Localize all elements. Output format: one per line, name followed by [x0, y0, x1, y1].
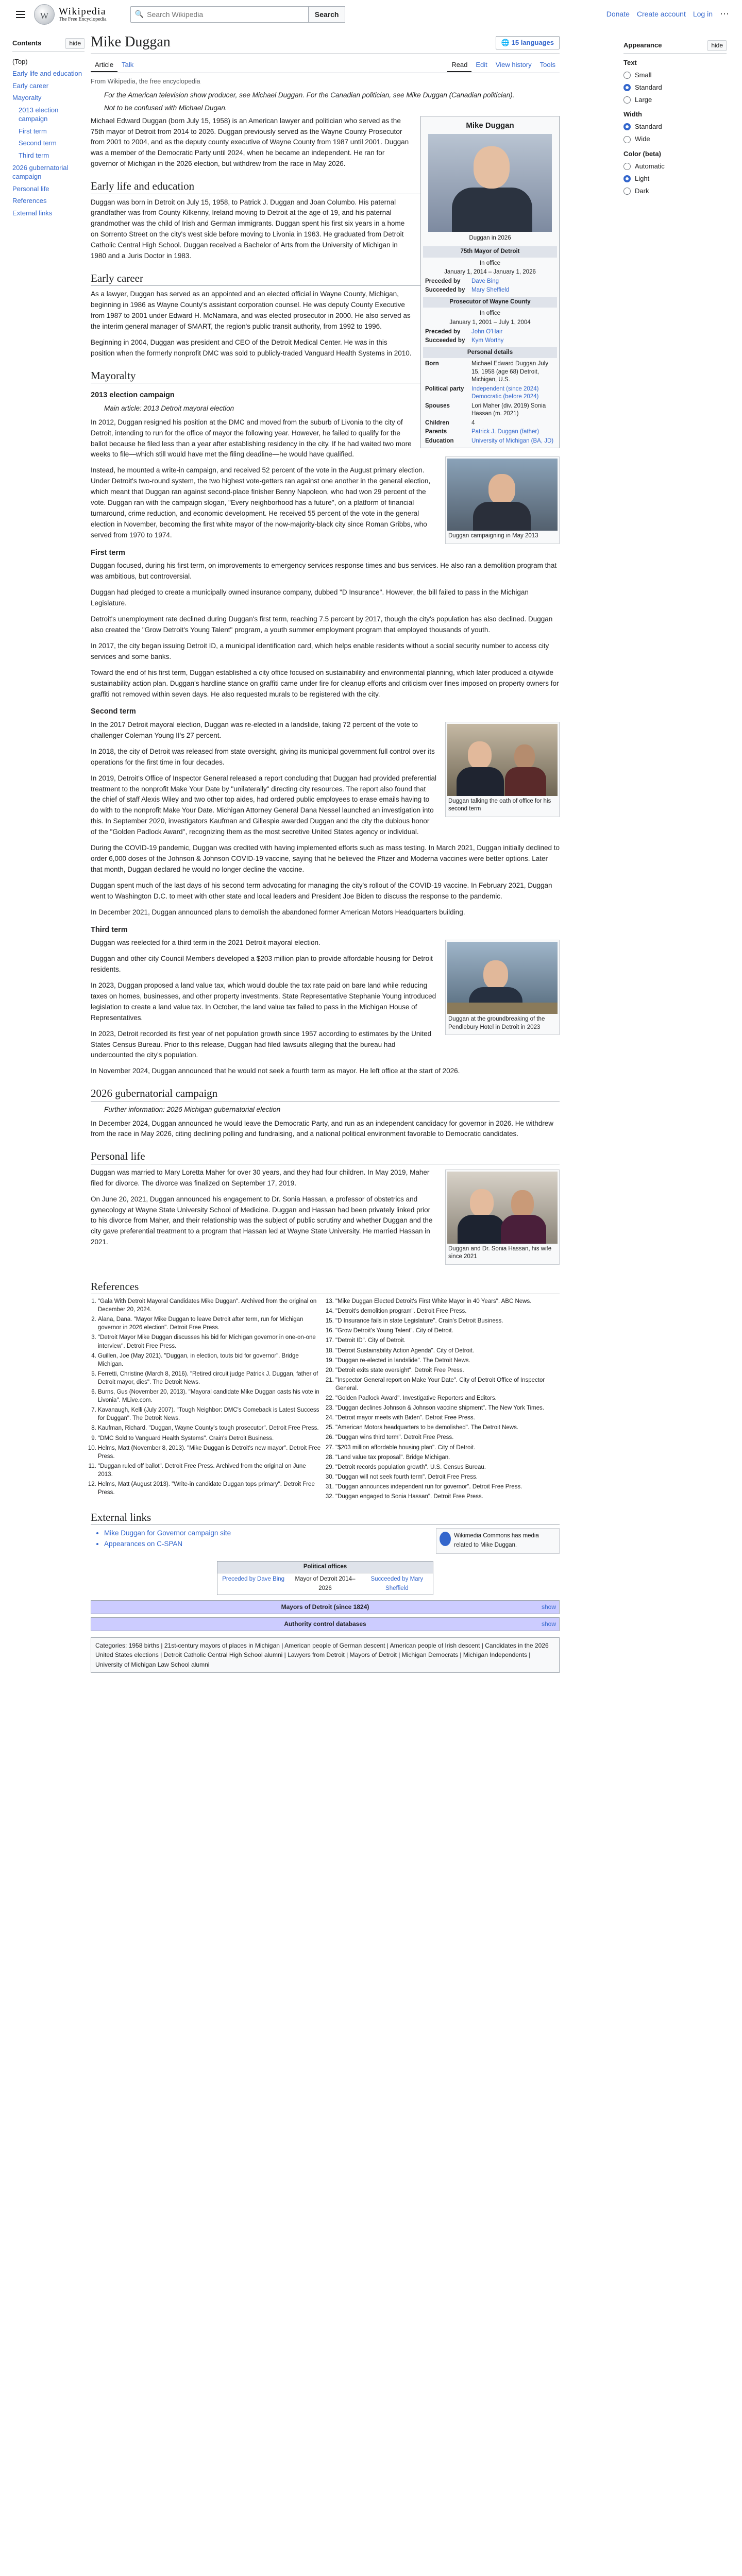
thumbnail-caption: Duggan and Dr. Sonia Hassan, his wife since 2021 [448, 1245, 552, 1260]
succession-box [217, 1561, 433, 1595]
commons-text: Wikimedia Commons has media related to Mike Duggan. [454, 1533, 539, 1549]
reference-item[interactable]: 8. Kaufman, Richard. "Duggan, Wayne County's tough prosecutor". Detroit Free Press. [98, 1424, 322, 1432]
page-title: Mike Duggan [91, 34, 171, 50]
navbox-title-text: Authority control databases [284, 1620, 366, 1628]
radio-button[interactable] [623, 163, 631, 170]
reference-item[interactable]: 20. "Detroit exits state oversight". Detroit Free Press. [335, 1366, 560, 1375]
radio-button[interactable] [623, 123, 631, 130]
thumbnail-caption: Duggan campaigning in May 2013 [448, 533, 538, 539]
paragraph: Duggan was reelected for a third term in the 2021 Detroit mayoral election. [91, 939, 321, 947]
toc-item[interactable]: Personal life [12, 184, 49, 193]
reference-item[interactable]: 31. "Duggan announces independent run for governor". Detroit Free Press. [335, 1483, 560, 1491]
further-information-note: Further information: 2026 Michigan gubernatorial election [104, 1105, 281, 1113]
intro-paragraph: Michael Edward Duggan (born July 15, 1958) is an American lawyer and politician who served as the 75th mayor of Detroit from 2014 to 2026. Duggan previously served as the Wayne County Prosecutor from 2001 to 2004, and as the deputy county executive of Wayne County from 1987 until 2001. Duggan was a member of the Democratic Party until 2024, when he became an independent. He ran for governor of Michigan in the 2026 election, but withdrew from the race in May 2026. [91, 116, 409, 168]
radio-button[interactable] [623, 175, 631, 182]
commons-box[interactable] [436, 1528, 560, 1554]
tab-talk[interactable]: Talk [122, 61, 134, 69]
paragraph: During the COVID-19 pandemic, Duggan was credited with having implemented efforts such as mass testing. In March 2021, Duggan initially declined to order 6,000 doses of the Johnson & Johnson COVID-19 vaccine, saying that he believed the Pfizer and Moderna vaccines were better options. Later that month, Duggan declared he would no longer decline the vaccine. [91, 844, 560, 873]
second-term-thumbnail[interactable] [445, 722, 560, 817]
external-link[interactable]: • Appearances on C-SPAN [104, 1539, 560, 1550]
paragraph: In 2018, the city of Detroit was released from state oversight, giving its municipal government full control over its operations for the first time in four decades. [91, 747, 435, 766]
paragraph: In November 2024, Duggan announced that he would not seek a fourth term as mayor. He left office at the start of 2026. [91, 1067, 460, 1075]
color-option[interactable] [623, 174, 727, 184]
paragraph: As a lawyer, Duggan has served as an appointed and an elected official in Wayne County, Michigan, beginning in 1986 as Wayne County's assistant corporation counsel. He was deputy County Executive from 1987 to 2001 under Edward H. McNamara, and was elected prosecutor in 2000. He also served as the interim general manager of SMART, the region's public transit authority, from 1992 to 1996. [91, 290, 411, 331]
subsection-heading: 2013 election campaign [91, 391, 175, 400]
paragraph: In 2012, Duggan resigned his position at the DMC and moved from the suburb of Livonia to the city of Detroit, intending to run for the office of mayor the following year. However, he failed to qualify for the ballot because he filed less than a year after establishing residency in the city. If he had waited two more weeks to file—which still would have met the filing deadline—he would have qualified. [91, 418, 412, 459]
tab-tools[interactable]: Tools [539, 61, 555, 69]
reference-item[interactable]: 27. "$203 million affordable housing plan". City of Detroit. [335, 1444, 560, 1452]
radio-label: Small [635, 71, 652, 79]
infobox-label: Political party [425, 385, 464, 392]
reference-item[interactable]: 12. Helms, Matt (August 2013). "Write-in candidate Duggan tops primary". Detroit Free Press. [98, 1480, 322, 1497]
section-heading: Mayoralty [91, 368, 560, 383]
radio-label: Large [635, 96, 652, 104]
infobox-personal-details: Personal details [423, 347, 557, 359]
infobox-term: January 1, 2001 – July 1, 2004 [449, 319, 531, 326]
width-label: Width [623, 110, 642, 118]
reference-item[interactable]: 16. "Grow Detroit's Young Talent". City of Detroit. [335, 1327, 560, 1335]
paragraph: In 2017, the city began issuing Detroit ID, a municipal identification card, which helps enable residents without a social security number to access city services and some banks. [91, 641, 549, 660]
reference-item[interactable]: 4. Guillen, Joe (May 2021). "Duggan, in election, touts bid for governor". Bridge Michigan. [98, 1352, 322, 1368]
portrait-caption: Duggan in 2026 [469, 234, 511, 241]
infobox-label: Preceded by [425, 278, 461, 284]
radio-label: Standard [635, 123, 662, 131]
radio-button[interactable] [623, 72, 631, 79]
succession-preceded[interactable]: Preceded by Dave Bing [217, 1573, 289, 1595]
infobox-label: Preceded by [425, 328, 461, 335]
paragraph: Duggan and other city Council Members developed a $203 million plan to provide affordable housing for Detroit residents. [91, 955, 433, 973]
reference-item[interactable]: 5. Ferretti, Christine (March 8, 2016). "Retired circuit judge Patrick J. Duggan, father of Detroit mayor, dies". The Detroit News. [98, 1370, 322, 1386]
reference-item[interactable]: 23. "Duggan declines Johnson & Johnson vaccine shipment". The New York Times. [335, 1404, 560, 1412]
infobox-spouses: Lori Maher (div. 2019) Sonia Hassan (m. 2021) [471, 402, 546, 417]
infobox [420, 116, 560, 449]
more-options-icon[interactable]: ⋯ [720, 9, 730, 20]
succession-office: Mayor of Detroit 2014–2026 [289, 1573, 361, 1595]
color-option[interactable] [623, 186, 727, 196]
radio-button[interactable] [623, 188, 631, 195]
color-label: Color (beta) [623, 149, 661, 158]
table-of-contents [12, 38, 85, 219]
tab-edit[interactable]: Edit [476, 61, 487, 69]
radio-label: Wide [635, 135, 650, 143]
toc-title: Contents [12, 39, 42, 47]
toc-item[interactable]: First term [19, 127, 47, 135]
create-account-link[interactable]: Create account [636, 10, 686, 19]
logo-wordmark: Wikipedia [59, 6, 106, 17]
reference-item[interactable]: 30. "Duggan will not seek fourth term". Detroit Free Press. [335, 1473, 560, 1481]
toc-item[interactable]: Mayoralty [12, 94, 42, 102]
thumbnail-caption: Duggan talking the oath of office for his second term [448, 798, 551, 812]
text-size-option[interactable] [623, 70, 727, 80]
reference-item[interactable]: 25. "American Motors headquarters to be demolished". The Detroit News. [335, 1423, 560, 1432]
tab-view-history[interactable]: View history [495, 61, 532, 69]
subsection-heading: Second term [91, 707, 136, 716]
reference-item[interactable]: 7. Kavanaugh, Kelli (July 2007). "Tough Neighbor: DMC's Comeback is Latest Success for Duggan". The Detroit News. [98, 1406, 322, 1422]
page-tabs [91, 57, 560, 73]
paragraph: On June 20, 2021, Duggan announced his engagement to Dr. Sonia Hassan, a professor of obstetrics and gynecology at Wayne State University School of Medicine. Duggan and Hassan had been privately linked prior to his divorce from Maher, and their relationship was the subject of public scrutiny and whether Duggan and the city gave preferential treatment to a program that Hassan led at Wayne State University. He married Hassan in 2021. [91, 1195, 433, 1246]
appearance-hide-button[interactable]: hide [707, 40, 727, 51]
radio-button[interactable] [623, 96, 631, 104]
tagline: From Wikipedia, the free encyclopedia [91, 78, 200, 86]
navbox [91, 1617, 560, 1631]
infobox-parents[interactable]: Patrick J. Duggan (father) [471, 429, 539, 435]
infobox-predecessor[interactable]: Dave Bing [471, 278, 499, 284]
paragraph: Duggan had pledged to create a municipally owned insurance company, dubbed "D Insurance". However, the bill failed to pass in the Michigan Legislature. [91, 588, 529, 607]
reference-item[interactable]: 29. "Detroit records population growth". U.S. Census Bureau. [335, 1463, 560, 1471]
infobox-label: Parents [425, 429, 447, 435]
toc-item[interactable]: Early career [12, 81, 49, 90]
toc-item[interactable]: External links [12, 209, 53, 217]
subsection-heading: First term [91, 548, 125, 557]
text-size-option[interactable] [623, 95, 727, 105]
toc-item[interactable]: References [12, 197, 47, 205]
paragraph: Duggan was married to Mary Loretta Maher for over 30 years, and they had four children. In May 2019, Maher filed for divorce. The divorce was finalized on September 17, 2019. [91, 1168, 430, 1187]
toc-item[interactable]: Early life and education [12, 70, 82, 78]
reference-list [91, 1297, 560, 1501]
paragraph: Duggan was born in Detroit on July 15, 1958, to Patrick J. Duggan and Joan Columbo. His paternal grandfather was from County Kilkenny, Ireland moving to Detroit at the age of 19, and his paternal grandmother was the child of Irish and German immigrants. Duggan spent his first six years in a home on Sorrento Street on the city's west side before moving to Livonia in 1963. He graduated from Detroit Catholic Central High School. Duggan received a Bachelor of Arts from the University of Michigan in 1980 and a Juris Doctor in 1983. [91, 198, 405, 260]
radio-button[interactable] [623, 136, 631, 143]
paragraph: Beginning in 2004, Duggan was president and CEO of the Detroit Medical Center. He was in this position when the formerly nonprofit DMC was sold to publicly-traded Vanguard Health Systems in 2010. [91, 338, 412, 358]
section-heading: Personal life [91, 1149, 560, 1164]
radio-label: Automatic [635, 162, 665, 170]
reference-item[interactable]: 1. "Gala With Detroit Mayoral Candidates Mike Duggan". Archived from the original on December 20, 2024. [98, 1297, 322, 1314]
search-button[interactable]: Search [309, 6, 346, 23]
reference-item[interactable]: 14. "Detroit's demolition program". Detroit Free Press. [335, 1307, 560, 1315]
reference-item[interactable]: 6. Burns, Gus (November 20, 2013). "Mayoral candidate Mike Duggan casts his vote in Livonia". MLive.com. [98, 1388, 322, 1404]
infobox-office: 75th Mayor of Detroit [423, 246, 557, 258]
reference-item[interactable]: 2. Alana, Dana. "Mayor Mike Duggan to leave Detroit after term, run for Michigan governor in 2026 election". Detroit Free Press. [98, 1315, 322, 1332]
reference-item[interactable]: 17. "Detroit ID". City of Detroit. [335, 1336, 560, 1345]
toc-item[interactable]: Third term [19, 151, 49, 159]
personal-thumbnail[interactable] [445, 1170, 560, 1265]
infobox-name: Mike Duggan [466, 121, 514, 130]
hatnote: For the American television show producer, see Michael Duggan. For the Canadian politician, see Mike Duggan (Canadian politician). [104, 91, 515, 99]
width-option[interactable] [623, 122, 727, 132]
reference-item[interactable]: 24. "Detroit mayor meets with Biden". Detroit Free Press. [335, 1414, 560, 1422]
infobox-children: 4 [471, 419, 475, 426]
infobox-successor[interactable]: Kym Worthy [471, 337, 504, 344]
reference-item[interactable]: 19. "Duggan re-elected in landslide". The Detroit News. [335, 1357, 560, 1365]
reference-item[interactable]: 9. "DMC Sold to Vanguard Health Systems". Crain's Detroit Business. [98, 1434, 322, 1443]
infobox-education[interactable]: University of Michigan (BA, JD) [471, 437, 554, 444]
paragraph: In 2023, Detroit recorded its first year of net population growth since 1957 according to estimates by the United States Census Bureau. Prior to this release, Duggan had filed lawsuits alleging that the bureau had undercounted the city's population. [91, 1029, 432, 1059]
navbox [91, 1600, 560, 1614]
infobox-in-office-label: In office [479, 260, 501, 266]
paragraph: Toward the end of his first term, Duggan established a city office focused on sustainability and environmental planning, which later produced a citywide sustainability action plan. Duggan's hardline stance on graffiti came under fire for cleanup efforts and criticism over fines imposed on property owners for graffiti not removed within seven days. He also requested murals to be registered with the city. [91, 668, 559, 698]
external-link[interactable]: • Mike Duggan for Governor campaign site [104, 1528, 560, 1539]
radio-button[interactable] [623, 84, 631, 91]
search-field[interactable] [130, 6, 309, 23]
tab-read[interactable]: Read [447, 57, 471, 72]
reference-item[interactable]: 11. "Duggan ruled off ballot". Detroit Free Press. Archived from the original on June 2013. [98, 1462, 322, 1479]
reference-item[interactable]: 10. Helms, Matt (November 8, 2013). "Mike Duggan is Detroit's new mayor". Detroit Free Press. [98, 1444, 322, 1461]
search-icon: 🔍 [134, 10, 144, 19]
main-menu-button[interactable] [12, 6, 29, 23]
paragraph: Detroit's unemployment rate declined during Duggan's first term, reaching 7.5 percent by 2017, though the city's population has also declined. Duggan also created the "Grow Detroit's Young Talent" program, a youth summer employment program that employed thousands of youth. [91, 615, 553, 634]
paragraph: In 2019, Detroit's Office of Inspector General released a report concluding that Duggan had provided preferential treatment to the nonprofit Make Your Date by "unilaterally" directing city resources. The report also found that the chief of staff Alexis Wiley and two other top aides, had ordered public employees to erase emails having to do with to the nonprofit Make Your Date. Michigan Attorney General Dana Nessel launched an investigation into this. In September 2020, investigators Kaufman and Gillespie awarded Duggan and the city the dubious honor of the "Golden Padlock Award", recognizing them as the most secretive United States agency or individual. [91, 774, 436, 836]
reference-item[interactable]: 13. "Mike Duggan Elected Detroit's First White Mayor in 40 Years". ABC News. [335, 1297, 560, 1306]
portrait-image[interactable] [428, 134, 552, 232]
infobox-label: Born [425, 361, 439, 367]
reference-item[interactable]: 28. "Land value tax proposal". Bridge Michigan. [335, 1453, 560, 1462]
toc-hide-button[interactable]: hide [65, 38, 85, 49]
globe-icon [34, 4, 55, 25]
reference-item[interactable]: 15. "D Insurance fails in state Legislature". Crain's Detroit Business. [335, 1317, 560, 1325]
paragraph: Instead, he mounted a write-in campaign, and received 52 percent of the vote in the August primary election. Under Detroit's two-round system, the two highest vote-getters ran against one another in the general election, which meant that Duggan ran against second-place finisher Benny Napoleon, who had won 29 percent of the vote. Duggan ran with the campaign slogan, "Every neighborhood has a future", on a platform of financial turnaround, crime reduction, and economic development. He received 55 percent of the vote in the general election in November, becoming the first white mayor of the now-majority-black city since Roman Gribbs, who served from 1970 to 1974. [91, 466, 431, 539]
search-input[interactable] [147, 10, 304, 19]
appearance-panel [623, 38, 727, 198]
infobox-predecessor[interactable]: John O'Hair [471, 328, 503, 335]
section-heading: References [91, 1279, 560, 1294]
category-links[interactable]: Categories: 1958 births | 21st-century mayors of places in Michigan | American people of German descent | American people of Irish descent | Candidates in the 2026 United States elections | Detroit Catholic Central High School alumni | Lawyers from Detroit | Mayors of Detroit | Michigan Democrats | Michigan Independents | University of Michigan Law School alumni [91, 1637, 560, 1673]
appearance-title: Appearance [623, 41, 662, 49]
section-heading: Early career [91, 271, 560, 286]
site-header [0, 0, 742, 29]
log-in-link[interactable]: Log in [693, 10, 713, 19]
commons-icon [440, 1532, 451, 1546]
radio-label: Dark [635, 187, 649, 195]
wikipedia-logo[interactable] [34, 4, 107, 25]
reference-item[interactable]: 26. "Duggan wins third term". Detroit Free Press. [335, 1433, 560, 1442]
reference-item[interactable]: 3. "Detroit Mayor Mike Duggan discusses his bid for Michigan governor in one-on-one interview". Detroit Free Press. [98, 1333, 322, 1350]
section-heading: 2026 gubernatorial campaign [91, 1086, 560, 1101]
subsection-heading: Third term [91, 925, 128, 934]
infobox-label: Succeeded by [425, 337, 465, 344]
toc-item[interactable]: 2026 gubernatorial campaign [12, 163, 69, 181]
reference-item[interactable]: 18. "Detroit Sustainability Action Agenda". City of Detroit. [335, 1347, 560, 1355]
paragraph: In 2023, Duggan proposed a land value tax, which would double the tax rate paid on bare land while reducing taxes on homes, businesses, and other property investments. State Representative Stephanie Young introduced legislation to create a land value tax. In October, the land value tax failed to pass in the Michigan House of Representatives. [91, 981, 436, 1022]
paragraph: In December 2024, Duggan announced he would leave the Democratic Party, and run as an independent candidacy for governor in 2026. He withdrew from the race in May 2026, citing declining polling and fundraising, and a national political environment favorable to Democratic candidates. [91, 1119, 554, 1138]
campaign-thumbnail[interactable] [445, 456, 560, 544]
tab-article[interactable]: Article [91, 57, 117, 72]
search-form [130, 6, 346, 23]
hatnote: Not to be confused with Michael Dugan. [104, 104, 227, 112]
third-term-thumbnail[interactable] [445, 940, 560, 1035]
languages-button[interactable]: 🌐 15 languages [496, 36, 560, 49]
section-heading: External links [91, 1510, 560, 1525]
infobox-term: January 1, 2014 – January 1, 2026 [444, 269, 536, 276]
infobox-in-office-label: In office [479, 310, 501, 317]
reference-item[interactable]: 22. "Golden Padlock Award". Investigative Reporters and Editors. [335, 1394, 560, 1402]
infobox-party[interactable]: Independent (since 2024) Democratic (before 2024) [471, 385, 539, 400]
infobox-label: Education [425, 437, 454, 444]
reference-item[interactable]: 21. "Inspector General report on Make Your Date". City of Detroit Office of Inspector General. [335, 1376, 560, 1393]
infobox-born: Michael Edward Duggan July 15, 1958 (age 68) Detroit, Michigan, U.S. [471, 361, 548, 383]
succession-succeeded[interactable]: Succeeded by Mary Sheffield [361, 1573, 433, 1595]
navbox-title[interactable] [91, 1601, 559, 1614]
text-size-option[interactable] [623, 82, 727, 93]
infobox-office: Prosecutor of Wayne County [423, 297, 557, 308]
succession-heading: Political offices [217, 1562, 433, 1573]
paragraph: Duggan spent much of the last days of his second term advocating for managing the city's rollout of the COVID-19 vaccine. In February 2021, Duggan went to Washington D.C. to meet with other state and local leaders and President Joe Biden to discuss the response to the pandemic. [91, 881, 552, 900]
infobox-label: Children [425, 419, 449, 426]
radio-label: Standard [635, 83, 662, 91]
width-option[interactable] [623, 134, 727, 144]
main-article-note: Main article: 2013 Detroit mayoral election [104, 404, 234, 412]
radio-label: Light [635, 174, 650, 182]
infobox-label: Spouses [425, 402, 450, 409]
section-heading: Early life and education [91, 179, 560, 194]
paragraph: In December 2021, Duggan announced plans to demolish the abandoned former American Motors Headquarters building. [91, 908, 465, 916]
text-size-label: Text [623, 58, 637, 66]
paragraph: In the 2017 Detroit mayoral election, Duggan was re-elected in a landslide, taking 72 percent of the vote to challenger Coleman Young II's 27 percent. [91, 720, 418, 739]
navbox-title[interactable] [91, 1618, 559, 1631]
reference-item[interactable]: 32. "Duggan engaged to Sonia Hassan". Detroit Free Press. [335, 1493, 560, 1501]
paragraph: Duggan focused, during his first term, on improvements to emergency services response times and bus services. He also ran a demolition program that was ambitious, but controversial. [91, 562, 557, 581]
main-content [91, 33, 560, 1673]
donate-link[interactable]: Donate [606, 10, 630, 19]
logo-tagline: The Free Encyclopedia [59, 16, 107, 22]
navbox-show-toggle[interactable]: show [541, 1603, 556, 1611]
navbox-show-toggle[interactable]: show [541, 1620, 556, 1628]
toc-item[interactable]: 2013 election campaign [19, 106, 59, 123]
navbox-title-text: Mayors of Detroit (since 1824) [281, 1603, 369, 1611]
toc-item[interactable]: (Top) [12, 57, 28, 65]
color-option[interactable] [623, 161, 727, 172]
toc-item[interactable]: Second term [19, 139, 57, 147]
infobox-successor[interactable]: Mary Sheffield [471, 287, 510, 294]
infobox-label: Succeeded by [425, 287, 465, 294]
thumbnail-caption: Duggan at the groundbreaking of the Pendlebury Hotel in Detroit in 2023 [448, 1016, 545, 1030]
